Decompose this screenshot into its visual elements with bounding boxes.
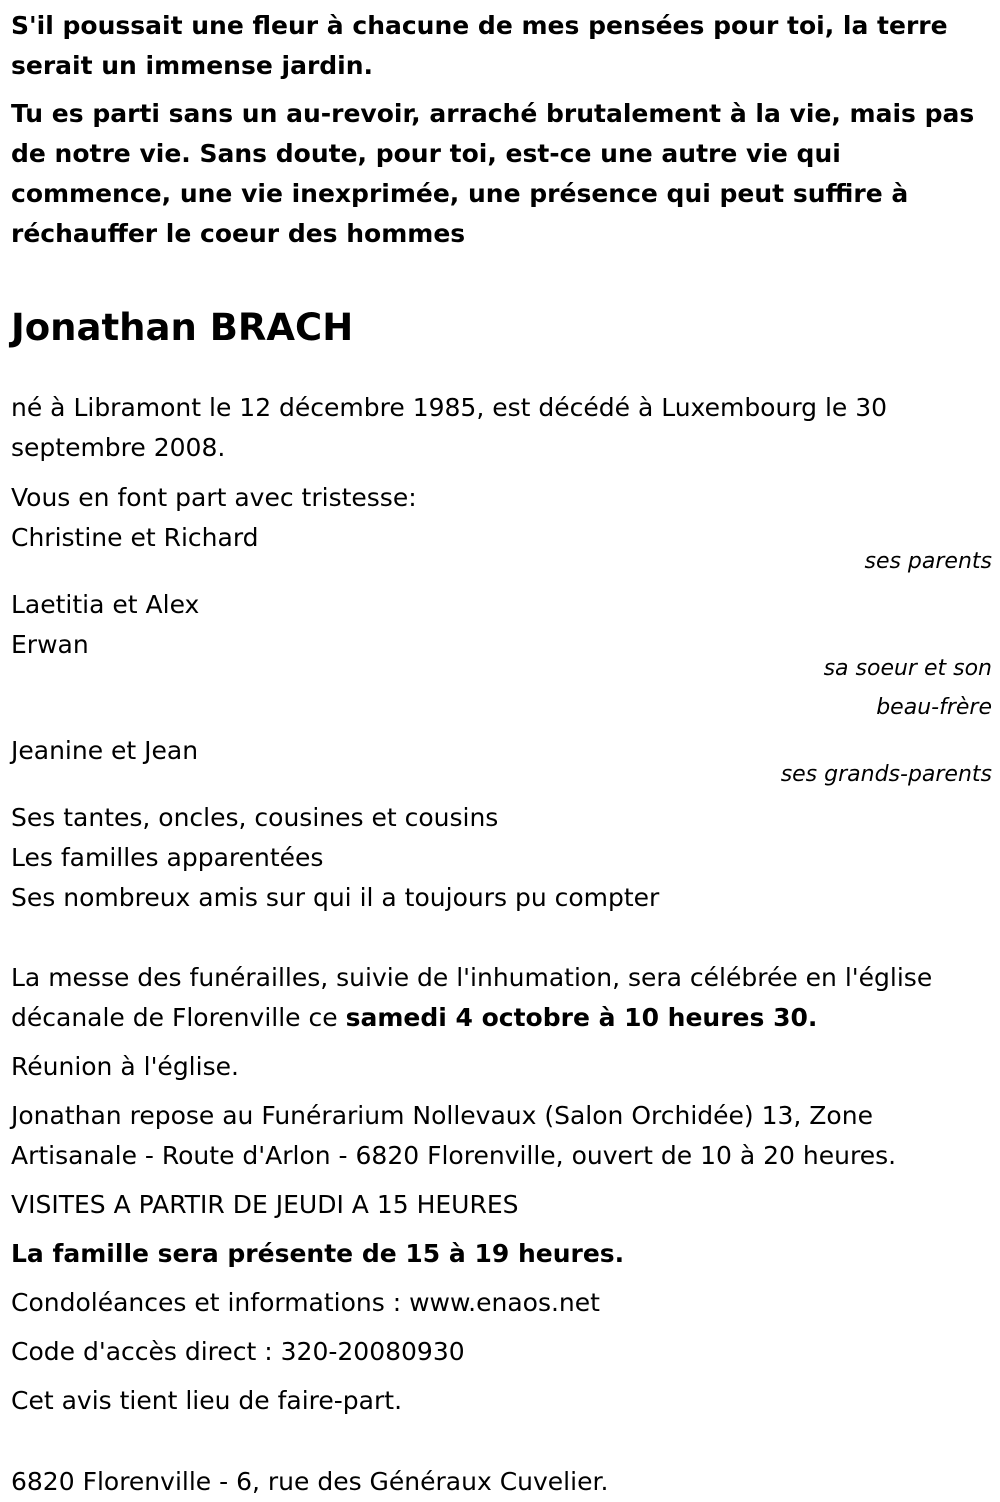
deceased-name: Jonathan BRACH (11, 306, 354, 349)
funeral-mass-date: samedi 4 octobre à 10 heures 30. (345, 1003, 818, 1032)
access-code: Code d'accès direct : 320-20080930 (11, 1337, 465, 1366)
funeral-mass (11, 958, 992, 1038)
family-presence: La famille sera présente de 15 à 19 heures. (11, 1239, 625, 1268)
resting-place: Jonathan repose au Funérarium Nollevaux (Salon Orchidée) 13, Zone Artisanale - Route d'Arlon - 6820 Florenville, ouvert de 10 à 20 heures. (11, 1101, 897, 1170)
tribute-quote: Tu es parti sans un au-revoir, arraché brutalement à la vie, mais pas de notre vie. Sans doute, pour toi, est-ce une autre vie qui commence, une vie inexprimée, une présence qui peut suffire à réchauffer le coeur des hommes (11, 99, 975, 248)
obituary-page (11, 0, 992, 1502)
notice-text: Cet avis tient lieu de faire-part. (11, 1386, 403, 1415)
family-names-parents: Christine et Richard (11, 523, 259, 552)
condolences-info: Condoléances et informations : www.enaos.net (11, 1288, 600, 1317)
other-relatives: Ses tantes, oncles, cousines et cousins (11, 803, 499, 832)
relation-parents: ses parents (864, 549, 992, 574)
relation-grandparents: ses grands-parents (780, 762, 992, 787)
relation-sister: sa soeur et son beau-frère (823, 656, 992, 720)
family-names-grandparents: Jeanine et Jean (11, 736, 199, 765)
funeral-mass-text: La messe des funérailles, suivie de l'inhumation, sera célébrée en l'église décanale de Florenville ce (11, 963, 933, 1032)
announcement-intro: Vous en font part avec tristesse: (11, 483, 417, 512)
meeting-place: Réunion à l'église. (11, 1052, 239, 1081)
visiting-hours: VISITES A PARTIR DE JEUDI A 15 HEURES (11, 1190, 519, 1219)
related-families: Les familles apparentées (11, 843, 324, 872)
birth-death-info: né à Libramont le 12 décembre 1985, est décédé à Luxembourg le 30 septembre 2008. (11, 393, 888, 462)
opening-quote: S'il poussait une fleur à chacune de mes pensées pour toi, la terre serait un immense jardin. (11, 11, 948, 80)
family-names-sister-2: Erwan (11, 630, 89, 659)
address: 6820 Florenville - 6, rue des Généraux Cuvelier. (11, 1467, 609, 1496)
family-names-sister: Laetitia et Alex (11, 590, 200, 619)
friends: Ses nombreux amis sur qui il a toujours pu compter (11, 883, 660, 912)
